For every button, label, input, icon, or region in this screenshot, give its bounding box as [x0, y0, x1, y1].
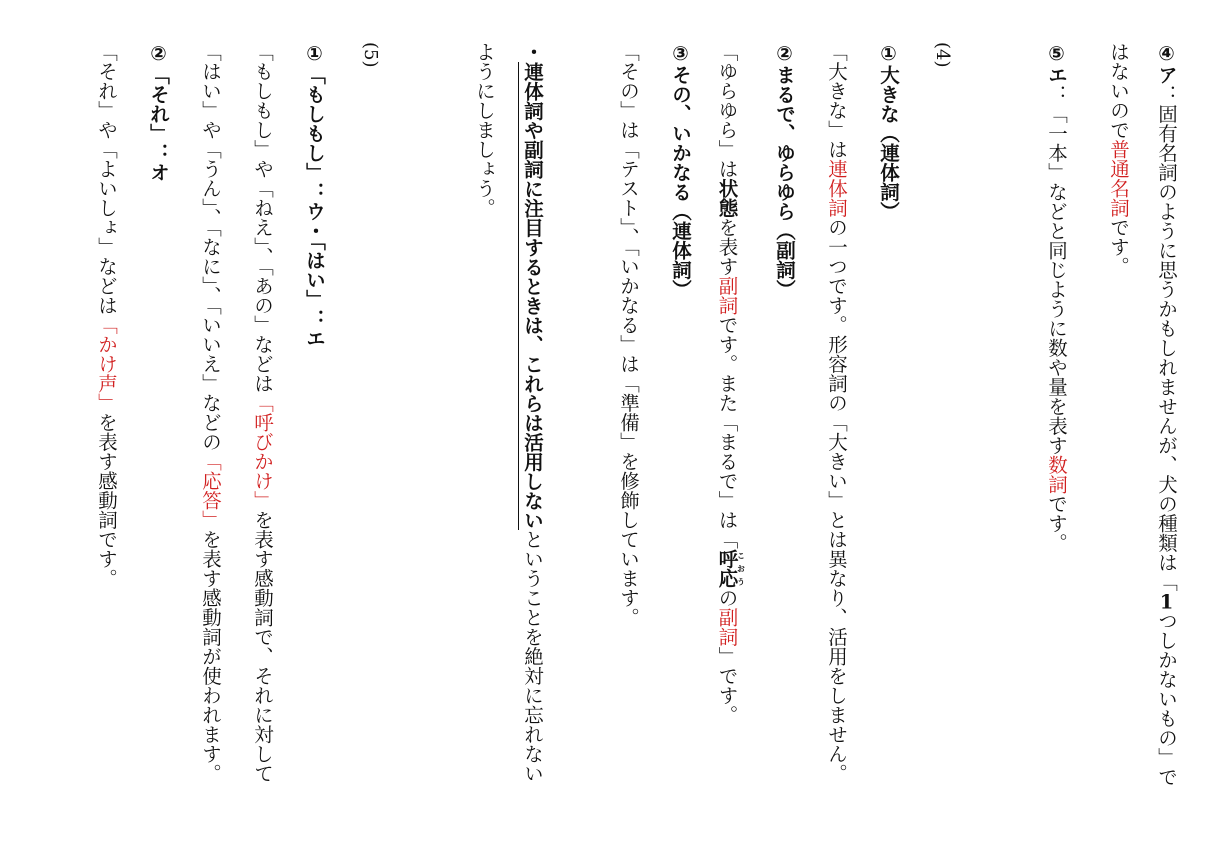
explanation-text: を表す感動詞が使われます。 — [199, 529, 222, 783]
question-5-1-heading — [301, 42, 327, 832]
part-of-speech-tag: （副詞） — [773, 221, 796, 299]
explanation-text: 「はい」や「うん」、「なに」、「いいえ」などの — [199, 42, 222, 452]
item-number: ② — [773, 42, 796, 65]
explanation-text: です。 — [1045, 494, 1068, 553]
answer-heading: まるで、ゆらゆら — [773, 65, 796, 221]
question-5-1-explanation-line1 — [249, 42, 275, 832]
answer-choice: ウ — [303, 201, 326, 221]
separator: ： — [303, 182, 326, 202]
explanation-text: を表す感動詞です。 — [95, 412, 118, 588]
item-number: ④ — [1155, 42, 1178, 65]
ruby-reading: こおう — [736, 549, 746, 588]
explanation-text: です。 — [1107, 217, 1130, 276]
explanation-text: 「ゆらゆら」は — [715, 42, 739, 179]
keyword-red: 連体詞 — [825, 159, 848, 218]
explanation-text: を表す感動詞で、それに対して — [251, 510, 274, 783]
question-3-heading — [667, 42, 693, 832]
explanation-text: はないので — [1107, 42, 1130, 140]
note-line2 — [471, 42, 497, 832]
ruby-base: 呼応 — [715, 549, 739, 588]
question-1-explanation — [823, 42, 849, 832]
answer-5-e-line — [1043, 42, 1069, 832]
answer-choice: エ — [1045, 65, 1068, 85]
ruby-word — [715, 549, 746, 588]
answer-choice: エ — [303, 328, 326, 348]
separator: ： — [303, 308, 326, 329]
explanation-text: 「大きな」は — [825, 42, 848, 159]
explanation-text: 「もしもし」や「ねえ」、「あの」などは — [251, 42, 274, 393]
number-text: 1 — [1159, 591, 1174, 611]
keyword-bold: 状態 — [715, 178, 739, 218]
section-5-heading: (5) — [360, 42, 381, 68]
explanation-text: 固有名詞のように思うかもしれませんが、犬の種類は「 — [1155, 104, 1178, 592]
part-of-speech-tag: （連体詞） — [669, 201, 692, 299]
answer-heading: その、いかなる — [669, 65, 692, 202]
answer-heading: 「それ」 — [147, 65, 170, 143]
item-number: ① — [303, 42, 326, 65]
question-1-heading — [875, 42, 901, 832]
separator: ： — [1155, 84, 1178, 104]
separator: ： — [147, 143, 170, 163]
note-emphasis: 連体詞や副詞に注目するときは、これらは活用しない — [518, 62, 544, 530]
explanation-text: を表す — [715, 217, 739, 276]
explanation-text: です。また「まるで」は「 — [715, 315, 739, 549]
question-5-2-heading — [145, 42, 171, 832]
question-2-explanation — [714, 42, 746, 832]
explanation-text: ということを絶対に忘れない — [521, 529, 544, 783]
explanation-text: の一つです。形容詞の「大きい」とは異なり、活用をしません。 — [825, 217, 848, 783]
question-5-2-explanation — [93, 42, 119, 832]
explanation-text: 「それ」や「よいしょ」などは — [95, 42, 118, 315]
explanation-text: 「その」は「テスト」、「いかなる」は「準備」を修飾しています。 — [617, 42, 640, 627]
keyword-red: 副詞 — [715, 276, 739, 315]
bullet: ・ — [521, 42, 544, 62]
explanation-text: つしかないもの」で — [1155, 611, 1178, 787]
item-number: ③ — [669, 42, 692, 65]
item-number: ② — [147, 42, 170, 65]
answer-4-a-line2 — [1105, 42, 1131, 832]
keyword-red: 「応答」 — [199, 451, 222, 530]
keyword-red: 副詞 — [715, 607, 739, 647]
explanation-text: の — [715, 588, 739, 608]
answer-heading: 大きな — [877, 65, 900, 124]
separator: ・ — [303, 221, 326, 241]
answer-heading: 「はい」 — [303, 240, 326, 309]
answer-4-a-line1 — [1153, 42, 1179, 832]
separator: ： — [1045, 84, 1068, 104]
part-of-speech-tag: （連体詞） — [877, 123, 900, 221]
answer-choice: ア — [1155, 65, 1178, 85]
keyword-red: 「呼びかけ」 — [251, 393, 274, 510]
keyword-red: 普通名詞 — [1107, 139, 1130, 218]
question-2-heading — [771, 42, 797, 832]
keyword-red: 「かけ声」 — [95, 315, 118, 413]
question-5-1-explanation-line2 — [197, 42, 223, 832]
item-number: ⑤ — [1045, 42, 1068, 65]
explanation-text: 「一本」などと同じように数や量を表す — [1045, 104, 1068, 455]
keyword-red: 数詞 — [1045, 455, 1068, 494]
answer-heading: 「もしもし」 — [303, 65, 326, 182]
question-3-explanation — [615, 42, 641, 832]
note-line1 — [519, 42, 545, 832]
item-number: ① — [877, 42, 900, 65]
answer-choice: オ — [147, 162, 170, 182]
section-4-heading: (4) — [932, 42, 953, 68]
explanation-text: ようにしましょう。 — [473, 42, 496, 218]
explanation-text: 」です。 — [715, 646, 739, 725]
